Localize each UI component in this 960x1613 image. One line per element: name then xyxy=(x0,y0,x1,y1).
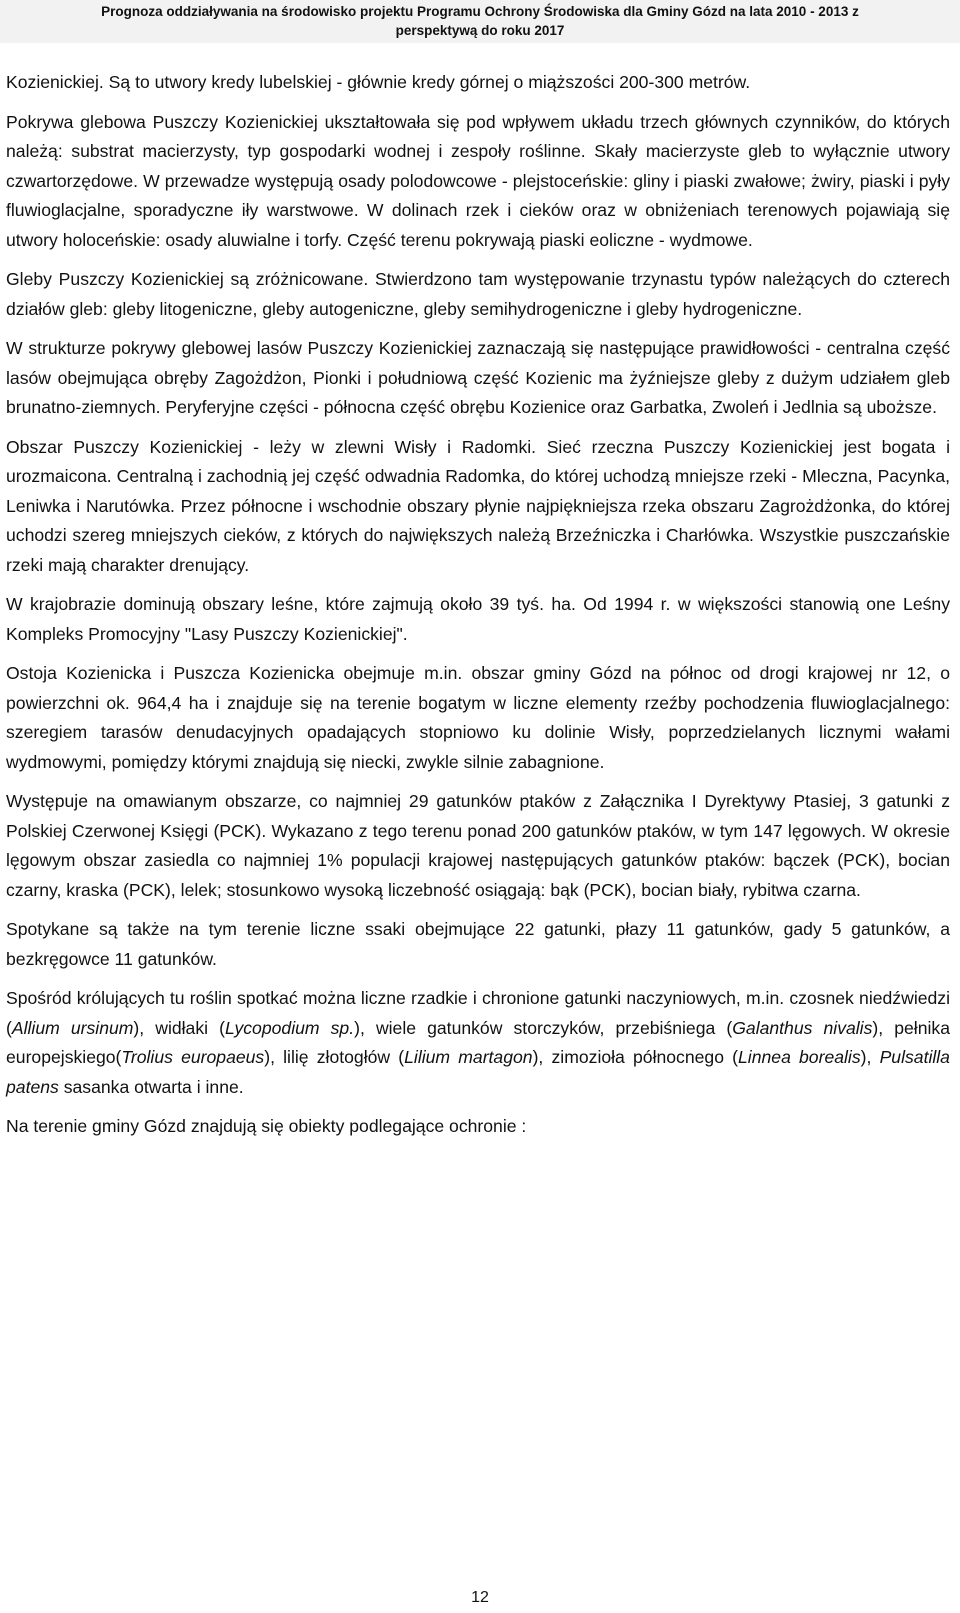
header-line-2: perspektywą do roku 2017 xyxy=(395,23,565,38)
species-name: Linnea borealis xyxy=(738,1047,861,1067)
paragraph-text: ), pełnika europejskiego( xyxy=(6,1017,950,1067)
paragraph xyxy=(6,265,950,324)
paragraph-text: Ostoja Kozienicka i Puszcza Kozienicka obejmuje m.in. obszar gminy Gózd na północ od drogi krajowej nr 12, o powierzchni ok. 964,4 ha i znajduje się na terenie bogatym w liczne elementy rzeźby pochodzenia fluwioglacjalnego: szeregiem tarasów denudacyjnych opadających stopniowo ku dolinie Wisły, poprzedzielanych licznymi wałami wydmowymi, pomiędzy którymi znajdują się niecki, zwykle silnie zabagnione. xyxy=(6,663,950,772)
paragraph-text: Kozienickiej. Są to utwory kredy lubelskiej - głównie kredy górnej o miąższości 200-300 metrów. xyxy=(6,72,751,92)
paragraph xyxy=(6,433,950,581)
paragraph-text: Na terenie gminy Gózd znajdują się obiekty podlegające ochronie : xyxy=(6,1116,527,1136)
paragraph-text: Gleby Puszczy Kozienickiej są zróżnicowane. Stwierdzono tam występowanie trzynastu typów należących do czterech działów gleb: gleby litogeniczne, gleby autogeniczne, gleby semihydrogeniczne i gleby hydrogeniczne. xyxy=(6,269,950,319)
paragraph-text: W krajobrazie dominują obszary leśne, które zajmują około 39 tyś. ha. Od 1994 r. w większości stanowią one Leśny Kompleks Promocyjny "Lasy Puszczy Kozienickiej". xyxy=(6,594,950,644)
running-header xyxy=(0,0,960,43)
paragraph xyxy=(6,108,950,256)
paragraph-text: Pokrywa glebowa Puszczy Kozienickiej ukształtowała się pod wpływem układu trzech głównych czynników, do których należą: substrat macierzysty, typ gospodarki wodnej i zespoły roślinne. Skały macierzyste gleb to wyłącznie utwory czwartorzędowe. W przewadze występują osady polodowcowe - plejstoceńskie: gliny i piaski zwałowe; żwiry, piaski i pyły fluwioglacjalne, sporadyczne iły warstwowe. W dolinach rzek i cieków oraz w obniżeniach terenowych pojawiają się utwory holoceńskie: osady aluwialne i torfy. Część terenu pokrywają piaski eoliczne - wydmowe. xyxy=(6,111,950,250)
paragraph xyxy=(6,334,950,423)
paragraph-text: ), zimozioła północnego ( xyxy=(532,1047,739,1067)
paragraph-text: ), lilię złotogłów ( xyxy=(264,1047,405,1067)
paragraph-text: sasanka otwarta i inne. xyxy=(58,1076,244,1097)
paragraph-text: Spotykane są także na tym terenie liczne ssaki obejmujące 22 gatunki, płazy 11 gatunków, gady 5 gatunków, a bezkręgowce 11 gatunków. xyxy=(6,919,950,969)
paragraph xyxy=(6,984,950,1102)
paragraph xyxy=(6,787,950,905)
paragraph xyxy=(6,915,950,974)
paragraph-text: ), widłaki ( xyxy=(133,1017,225,1038)
paragraph-text: Obszar Puszczy Kozienickiej - leży w zlewni Wisły i Radomki. Sieć rzeczna Puszczy Kozienickiej jest bogata i urozmaicona. Centralną i zachodnią jej część odwadnia Radomka, do której uchodzą mniejsze rzeki - Mleczna, Pacynka, Leniwka i Narutówka. Przez północne i wschodnie obszary płynie najpiękniejsza rzeka obszaru Zagrożdżonka, do której uchodzi szereg mniejszych cieków, z których do największych należą Brzeźniczka i Charłówka. Wszystkie puszczańskie rzeki mają charakter drenujący. xyxy=(6,436,950,575)
paragraph-text: ), xyxy=(860,1047,880,1067)
paragraph-text: Występuje na omawianym obszarze, co najmniej 29 gatunków ptaków z Załącznika I Dyrektywy Ptasiej, 3 gatunki z Polskiej Czerwonej Księgi (PCK). Wykazano z tego terenu ponad 200 gatunków ptaków, w tym 147 lęgowych. W okresie lęgowym obszar zasiedla co najmniej 1% populacji krajowej następujących gatunków ptaków: bączek (PCK), bocian czarny, kraska (PCK), lelek; stosunkowo wysoką liczebność osiągają: bąk (PCK), bocian biały, rybitwa czarna. xyxy=(6,791,950,900)
species-name: Lilium martagon xyxy=(404,1047,533,1067)
paragraph-text: ), wiele gatunków storczyków, przebiśniega ( xyxy=(354,1017,733,1038)
header-line-1: Prognoza oddziaływania na środowisko projektu Programu Ochrony Środowiska dla Gminy Gózd na lata 2010 - 2013 z xyxy=(101,4,859,19)
paragraph xyxy=(6,590,950,649)
species-name: Galanthus nivalis xyxy=(732,1017,873,1038)
document-body xyxy=(6,68,950,1152)
page-number: 12 xyxy=(471,1589,489,1606)
paragraph xyxy=(6,68,950,98)
paragraph xyxy=(6,1112,950,1142)
species-name: Trolius europaeus xyxy=(121,1047,265,1067)
paragraph-text: Spośród królujących tu roślin spotkać można liczne rzadkie i chronione gatunki naczyniowych, m.in. czosnek niedźwiedzi ( xyxy=(6,988,950,1038)
paragraph xyxy=(6,659,950,777)
paragraph-text: W strukturze pokrywy glebowej lasów Puszczy Kozienickiej zaznaczają się następujące prawidłowości - centralna część lasów obejmująca obręby Zagożdżon, Pionki i południową część Kozienic ma żyźniejsze gleby z dużym udziałem gleb brunatno-ziemnych. Peryferyjne części - północna część obrębu Kozienice oraz Garbatka, Zwoleń i Jedlnia są uboższe. xyxy=(6,338,950,417)
species-name: Lycopodium sp. xyxy=(225,1017,355,1038)
species-name: Pulsatilla patens xyxy=(6,1047,950,1097)
species-name: Allium ursinum xyxy=(11,1017,134,1038)
